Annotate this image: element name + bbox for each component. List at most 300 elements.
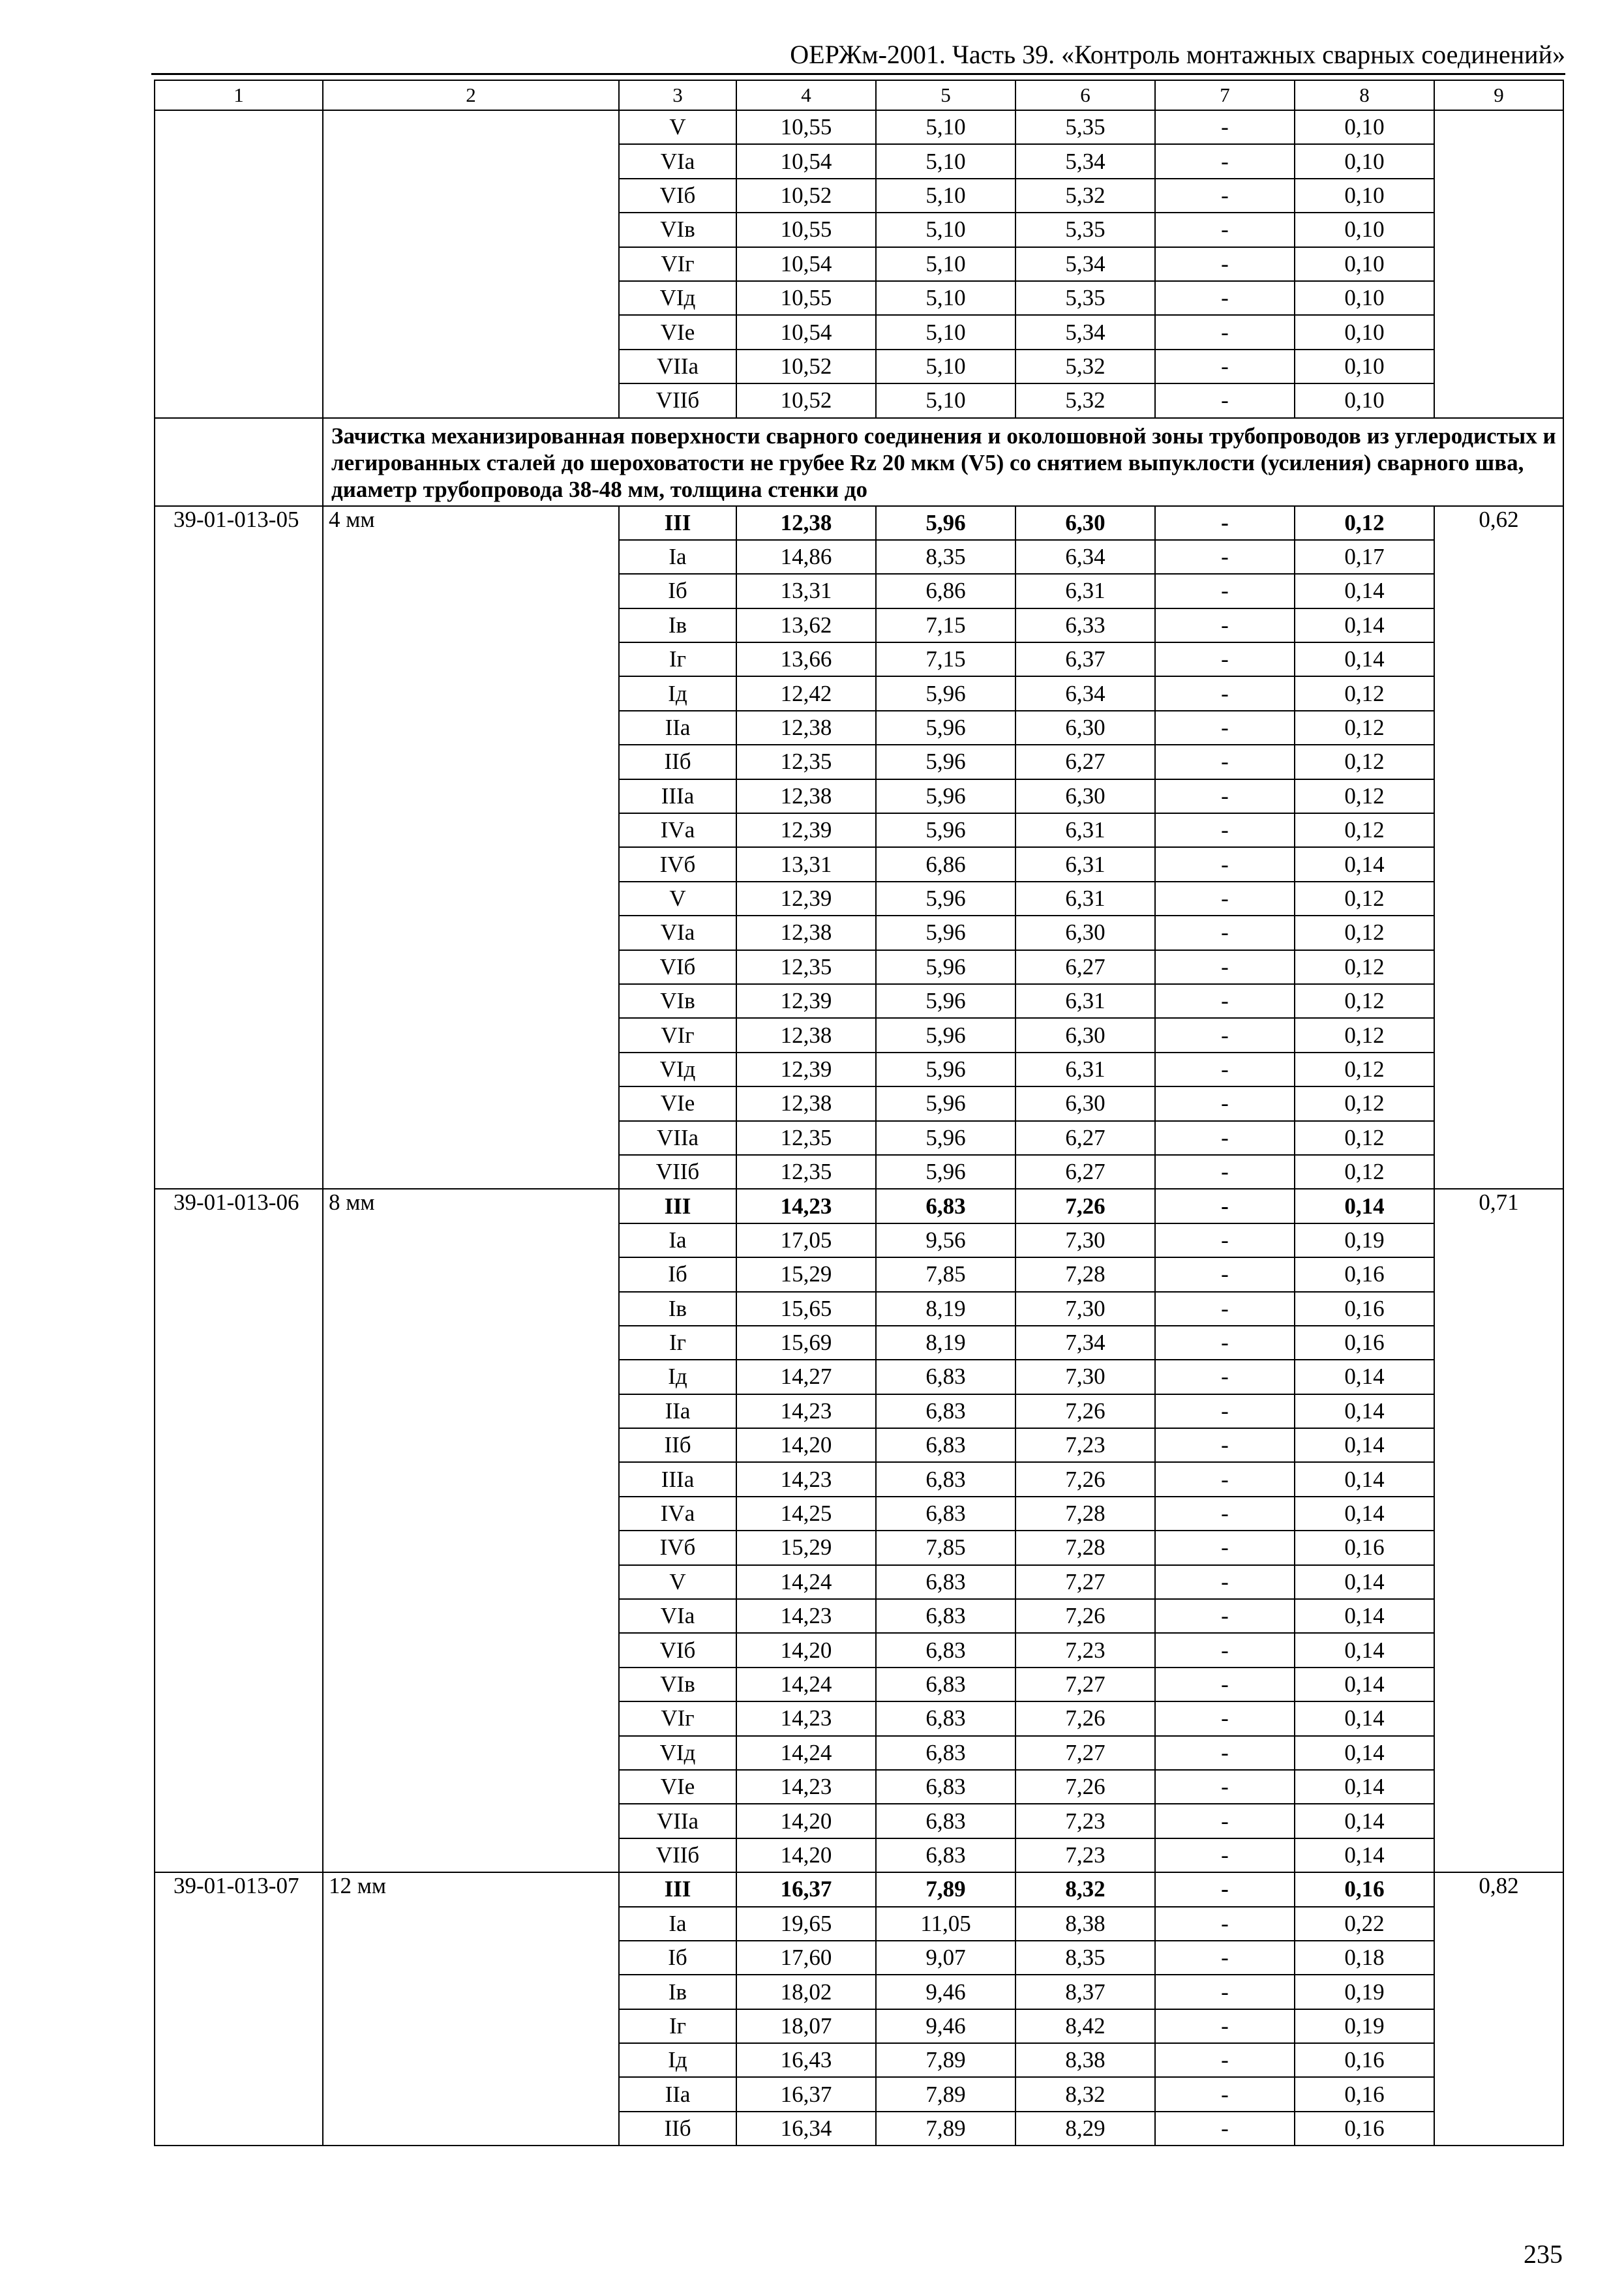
col-6-machines: 6,31: [1015, 574, 1155, 608]
col-7-driver-wages: -: [1155, 779, 1295, 813]
col-5-wages: 8,19: [876, 1292, 1015, 1326]
col-6-machines: 6,33: [1015, 608, 1155, 642]
col-8-materials: 0,16: [1295, 2043, 1434, 2077]
col-4-total: 12,38: [736, 506, 876, 540]
col-6-machines: 7,30: [1015, 1292, 1155, 1326]
col-4-total: 16,37: [736, 2077, 876, 2111]
col-4-total: 12,35: [736, 1121, 876, 1155]
col-4-total: 14,23: [736, 1462, 876, 1496]
col-8-materials: 0,16: [1295, 1292, 1434, 1326]
col-7-driver-wages: -: [1155, 1770, 1295, 1804]
col-4-total: 12,38: [736, 779, 876, 813]
col-7-driver-wages: -: [1155, 1462, 1295, 1496]
col-7-driver-wages: -: [1155, 1599, 1295, 1633]
col-4-total: 10,52: [736, 383, 876, 417]
col-7-driver-wages: -: [1155, 144, 1295, 178]
col-5-wages: 8,35: [876, 540, 1015, 574]
col-8-materials: 0,14: [1295, 1770, 1434, 1804]
col-8-materials: 0,12: [1295, 745, 1434, 779]
col-7-driver-wages: -: [1155, 1223, 1295, 1257]
wall-thickness: 4 мм: [323, 506, 619, 1189]
col-7-driver-wages: -: [1155, 882, 1295, 916]
col-3-resource-class: IIа: [619, 1394, 736, 1428]
col-3-resource-class: IVб: [619, 1531, 736, 1564]
col-3-resource-class: VIб: [619, 1633, 736, 1667]
col-8-materials: 0,10: [1295, 144, 1434, 178]
col-6-machines: 6,30: [1015, 779, 1155, 813]
col-5-wages: 7,89: [876, 2077, 1015, 2111]
col-3-resource-class: Iг: [619, 1326, 736, 1360]
rate-code: 39-01-013-07: [155, 1872, 323, 2146]
col-5-wages: 6,83: [876, 1360, 1015, 1394]
column-number: 2: [323, 80, 619, 110]
col-8-materials: 0,16: [1295, 1257, 1434, 1291]
col-6-machines: 5,32: [1015, 179, 1155, 213]
table-row: [155, 1872, 1563, 1906]
col-5-wages: 9,07: [876, 1941, 1015, 1975]
col-3-resource-class: VIб: [619, 179, 736, 213]
col-4-total: 10,52: [736, 179, 876, 213]
col-8-materials: 0,19: [1295, 1223, 1434, 1257]
col-4-total: 15,69: [736, 1326, 876, 1360]
col-7-driver-wages: -: [1155, 1326, 1295, 1360]
col-6-machines: 7,23: [1015, 1633, 1155, 1667]
col-4-total: 18,02: [736, 1975, 876, 2009]
col-8-materials: 0,12: [1295, 506, 1434, 540]
col-3-resource-class: Iв: [619, 1292, 736, 1326]
col-7-driver-wages: -: [1155, 1497, 1295, 1531]
col-3-resource-class: VIг: [619, 1701, 736, 1735]
col-3-resource-class: VIе: [619, 315, 736, 349]
col-3-resource-class: IIIа: [619, 779, 736, 813]
header-rule: [151, 73, 1565, 75]
col-5-wages: 5,96: [876, 950, 1015, 984]
col-6-machines: 7,26: [1015, 1770, 1155, 1804]
col-4-total: 10,55: [736, 281, 876, 315]
col-4-total: 14,24: [736, 1668, 876, 1701]
column-number: 1: [155, 80, 323, 110]
col-6-machines: 7,23: [1015, 1428, 1155, 1462]
col-3-resource-class: IIб: [619, 1428, 736, 1462]
col-3-resource-class: VIе: [619, 1086, 736, 1120]
col-8-materials: 0,10: [1295, 315, 1434, 349]
col-8-materials: 0,14: [1295, 1838, 1434, 1872]
col-5-wages: 6,83: [876, 1394, 1015, 1428]
col-5-wages: 6,83: [876, 1701, 1015, 1735]
col-8-materials: 0,10: [1295, 179, 1434, 213]
column-number: 8: [1295, 80, 1434, 110]
col-7-driver-wages: -: [1155, 1701, 1295, 1735]
col-7-driver-wages: -: [1155, 247, 1295, 281]
col-7-driver-wages: -: [1155, 574, 1295, 608]
col-3-resource-class: V: [619, 110, 736, 144]
col-3-resource-class: V: [619, 1565, 736, 1599]
labor-norm: 0,82: [1434, 1872, 1563, 2146]
col-5-wages: 5,10: [876, 350, 1015, 383]
col-6-machines: 8,35: [1015, 1941, 1155, 1975]
col-3-resource-class: IIб: [619, 2112, 736, 2146]
col-4-total: 12,38: [736, 711, 876, 745]
col-7-driver-wages: -: [1155, 281, 1295, 315]
col-3-resource-class: VIIа: [619, 1804, 736, 1838]
col-7-driver-wages: -: [1155, 1907, 1295, 1941]
col-5-wages: 6,83: [876, 1462, 1015, 1496]
column-number-row: [155, 80, 1563, 110]
col-6-machines: 8,32: [1015, 2077, 1155, 2111]
col-8-materials: 0,12: [1295, 916, 1434, 950]
col-7-driver-wages: -: [1155, 813, 1295, 847]
col-3-resource-class: IVа: [619, 813, 736, 847]
col-6-machines: 6,30: [1015, 1086, 1155, 1120]
col-3-resource-class: Iг: [619, 642, 736, 676]
col-8-materials: 0,12: [1295, 813, 1434, 847]
col-4-total: 12,42: [736, 676, 876, 710]
rate-code: 39-01-013-05: [155, 506, 323, 1189]
col-6-machines: 6,27: [1015, 1121, 1155, 1155]
col-3-resource-class: VIIа: [619, 1121, 736, 1155]
col-7-driver-wages: -: [1155, 1633, 1295, 1667]
col-5-wages: 5,96: [876, 1086, 1015, 1120]
col-5-wages: 5,96: [876, 1155, 1015, 1189]
col-3-resource-class: III: [619, 1872, 736, 1906]
col-5-wages: 7,15: [876, 608, 1015, 642]
col-8-materials: 0,12: [1295, 950, 1434, 984]
col-8-materials: 0,14: [1295, 1428, 1434, 1462]
col-8-materials: 0,14: [1295, 847, 1434, 881]
col-4-total: 14,23: [736, 1701, 876, 1735]
col-5-wages: 5,96: [876, 1121, 1015, 1155]
col-4-total: 14,20: [736, 1838, 876, 1872]
col-6-machines: 7,26: [1015, 1394, 1155, 1428]
col-5-wages: 5,96: [876, 779, 1015, 813]
col-4-total: 12,35: [736, 950, 876, 984]
col-3-resource-class: IVб: [619, 847, 736, 881]
col-4-total: 12,39: [736, 813, 876, 847]
col-3-resource-class: IIIа: [619, 1462, 736, 1496]
col-5-wages: 5,10: [876, 247, 1015, 281]
col-6-machines: 8,38: [1015, 2043, 1155, 2077]
col-4-total: 19,65: [736, 1907, 876, 1941]
col-8-materials: 0,10: [1295, 281, 1434, 315]
col-7-driver-wages: -: [1155, 1018, 1295, 1052]
col-8-materials: 0,14: [1295, 1497, 1434, 1531]
col-8-materials: 0,12: [1295, 779, 1434, 813]
table-body: [155, 80, 1563, 2146]
col-8-materials: 0,14: [1295, 1462, 1434, 1496]
col-4-total: 14,27: [736, 1360, 876, 1394]
col-6-machines: 6,31: [1015, 984, 1155, 1018]
col-6-machines: 7,26: [1015, 1599, 1155, 1633]
col-3-resource-class: VIIб: [619, 383, 736, 417]
col-5-wages: 5,10: [876, 281, 1015, 315]
col-3-resource-class: VIд: [619, 1053, 736, 1086]
col-5-wages: 5,96: [876, 506, 1015, 540]
col-5-wages: 6,83: [876, 1633, 1015, 1667]
col-6-machines: 6,27: [1015, 1155, 1155, 1189]
col-3-resource-class: Iд: [619, 1360, 736, 1394]
col-4-total: 10,55: [736, 110, 876, 144]
col-5-wages: 9,56: [876, 1223, 1015, 1257]
col-6-machines: 8,38: [1015, 1907, 1155, 1941]
col-3-resource-class: Iб: [619, 1941, 736, 1975]
col-8-materials: 0,14: [1295, 1394, 1434, 1428]
col-8-materials: 0,17: [1295, 540, 1434, 574]
col-3-resource-class: VIв: [619, 984, 736, 1018]
section-title-lead-cell: [155, 418, 323, 506]
col-3-resource-class: VIв: [619, 1668, 736, 1701]
col-7-driver-wages: -: [1155, 642, 1295, 676]
col-8-materials: 0,14: [1295, 1736, 1434, 1770]
col-4-total: 12,39: [736, 984, 876, 1018]
col-8-materials: 0,12: [1295, 1155, 1434, 1189]
col-5-wages: 6,83: [876, 1565, 1015, 1599]
col-7-driver-wages: -: [1155, 1394, 1295, 1428]
col-4-total: 10,54: [736, 315, 876, 349]
col-4-total: 10,55: [736, 213, 876, 247]
col-7-driver-wages: -: [1155, 1565, 1295, 1599]
col-4-total: 13,66: [736, 642, 876, 676]
col-6-machines: 6,37: [1015, 642, 1155, 676]
col-6-machines: 7,27: [1015, 1736, 1155, 1770]
rate-code: 39-01-013-06: [155, 1189, 323, 1872]
col-4-total: 12,38: [736, 1018, 876, 1052]
col-6-machines: 8,29: [1015, 2112, 1155, 2146]
col-3-resource-class: Iв: [619, 608, 736, 642]
col-5-wages: 6,86: [876, 847, 1015, 881]
col-8-materials: 0,10: [1295, 247, 1434, 281]
col-8-materials: 0,10: [1295, 350, 1434, 383]
col-7-driver-wages: -: [1155, 1428, 1295, 1462]
col-6-machines: 7,28: [1015, 1531, 1155, 1564]
col-6-machines: 7,30: [1015, 1223, 1155, 1257]
col-3-resource-class: VIб: [619, 950, 736, 984]
col-4-total: 12,38: [736, 1086, 876, 1120]
col-6-machines: 8,42: [1015, 2009, 1155, 2043]
col-5-wages: 5,96: [876, 1053, 1015, 1086]
col-4-total: 14,25: [736, 1497, 876, 1531]
col-7-driver-wages: -: [1155, 1668, 1295, 1701]
col-5-wages: 5,10: [876, 144, 1015, 178]
page-header-title: ОЕРЖм-2001. Часть 39. «Контроль монтажных сварных соединений»: [790, 40, 1565, 69]
col-4-total: 14,20: [736, 1804, 876, 1838]
col-4-total: 15,29: [736, 1257, 876, 1291]
col-4-total: 10,52: [736, 350, 876, 383]
col-5-wages: 5,10: [876, 110, 1015, 144]
col-8-materials: 0,14: [1295, 1599, 1434, 1633]
col-4-total: 13,31: [736, 574, 876, 608]
col-3-resource-class: Iа: [619, 540, 736, 574]
col-6-machines: 6,31: [1015, 882, 1155, 916]
col-6-machines: 8,37: [1015, 1975, 1155, 2009]
col-4-total: 12,38: [736, 916, 876, 950]
col-5-wages: 6,83: [876, 1804, 1015, 1838]
col-8-materials: 0,18: [1295, 1941, 1434, 1975]
col-7-driver-wages: -: [1155, 984, 1295, 1018]
table-row: [155, 110, 1563, 144]
col-8-materials: 0,19: [1295, 2009, 1434, 2043]
col-5-wages: 5,96: [876, 882, 1015, 916]
col-7-driver-wages: -: [1155, 1086, 1295, 1120]
col-7-driver-wages: -: [1155, 1155, 1295, 1189]
labor-norm: 0,62: [1434, 506, 1563, 1189]
col-6-machines: 5,35: [1015, 213, 1155, 247]
col-3-resource-class: VIг: [619, 1018, 736, 1052]
col-5-wages: 5,96: [876, 711, 1015, 745]
col-8-materials: 0,16: [1295, 1326, 1434, 1360]
col-5-wages: 7,89: [876, 2112, 1015, 2146]
col-7-driver-wages: -: [1155, 950, 1295, 984]
col-6-machines: 7,23: [1015, 1804, 1155, 1838]
column-number: 4: [736, 80, 876, 110]
col-6-machines: 7,26: [1015, 1189, 1155, 1223]
col-4-total: 13,62: [736, 608, 876, 642]
col-4-total: 12,39: [736, 882, 876, 916]
col-8-materials: 0,19: [1295, 1975, 1434, 2009]
col-4-total: 15,65: [736, 1292, 876, 1326]
col-6-machines: 7,34: [1015, 1326, 1155, 1360]
col-6-machines: 5,32: [1015, 383, 1155, 417]
col-6-machines: 5,35: [1015, 110, 1155, 144]
col-5-wages: 5,10: [876, 213, 1015, 247]
col-8-materials: 0,12: [1295, 676, 1434, 710]
col-7-driver-wages: -: [1155, 847, 1295, 881]
col-7-driver-wages: -: [1155, 540, 1295, 574]
col-7-driver-wages: -: [1155, 1121, 1295, 1155]
col-6-machines: 6,31: [1015, 847, 1155, 881]
col-6-machines: 5,34: [1015, 247, 1155, 281]
col-5-wages: 9,46: [876, 1975, 1015, 2009]
col-8-materials: 0,10: [1295, 213, 1434, 247]
col-7-driver-wages: -: [1155, 608, 1295, 642]
col-5-wages: 5,96: [876, 1018, 1015, 1052]
col-5-wages: 5,96: [876, 676, 1015, 710]
col-5-wages: 5,10: [876, 383, 1015, 417]
col-8-materials: 0,12: [1295, 984, 1434, 1018]
col-4-total: 12,39: [736, 1053, 876, 1086]
col-3-resource-class: VIв: [619, 213, 736, 247]
col-8-materials: 0,14: [1295, 1189, 1434, 1223]
col-6-machines: 6,34: [1015, 676, 1155, 710]
col-6-machines: 5,32: [1015, 350, 1155, 383]
col-7-driver-wages: -: [1155, 1941, 1295, 1975]
col-7-driver-wages: -: [1155, 1292, 1295, 1326]
col-8-materials: 0,12: [1295, 882, 1434, 916]
col-3-resource-class: VIг: [619, 247, 736, 281]
col-6-machines: 7,26: [1015, 1462, 1155, 1496]
col-7-driver-wages: -: [1155, 1360, 1295, 1394]
col-5-wages: 5,96: [876, 916, 1015, 950]
col-3-resource-class: VIа: [619, 1599, 736, 1633]
col-3-resource-class: Iа: [619, 1223, 736, 1257]
col-7-driver-wages: -: [1155, 1872, 1295, 1906]
col-7-driver-wages: -: [1155, 1736, 1295, 1770]
col-6-machines: 6,30: [1015, 711, 1155, 745]
col-7-driver-wages: -: [1155, 745, 1295, 779]
col-3-resource-class: IIб: [619, 745, 736, 779]
table-row: [155, 1189, 1563, 1223]
col-6-machines: 7,27: [1015, 1668, 1155, 1701]
col-4-total: 14,23: [736, 1599, 876, 1633]
col-8-materials: 0,22: [1295, 1907, 1434, 1941]
column-number: 5: [876, 80, 1015, 110]
column-number: 3: [619, 80, 736, 110]
col-3-resource-class: Iа: [619, 1907, 736, 1941]
col-4-total: 14,23: [736, 1189, 876, 1223]
col-3-resource-class: Iв: [619, 1975, 736, 2009]
col-6-machines: 6,30: [1015, 916, 1155, 950]
col-3-resource-class: VIа: [619, 144, 736, 178]
col-6-machines: 6,31: [1015, 813, 1155, 847]
col-4-total: 14,23: [736, 1770, 876, 1804]
col-7-driver-wages: -: [1155, 676, 1295, 710]
col-5-wages: 6,83: [876, 1736, 1015, 1770]
col-8-materials: 0,10: [1295, 110, 1434, 144]
col-6-machines: 5,34: [1015, 144, 1155, 178]
col-7-driver-wages: -: [1155, 383, 1295, 417]
col-4-total: 10,54: [736, 144, 876, 178]
col-7-driver-wages: -: [1155, 110, 1295, 144]
col-5-wages: 7,85: [876, 1531, 1015, 1564]
col-3-resource-class: III: [619, 506, 736, 540]
col-6-machines: 6,27: [1015, 745, 1155, 779]
col-8-materials: 0,14: [1295, 608, 1434, 642]
col-8-materials: 0,14: [1295, 1633, 1434, 1667]
col-4-total: 13,31: [736, 847, 876, 881]
col-3-resource-class: Iд: [619, 676, 736, 710]
col-8-materials: 0,14: [1295, 1668, 1434, 1701]
col-5-wages: 5,10: [876, 315, 1015, 349]
col-7-driver-wages: -: [1155, 1838, 1295, 1872]
col-3-resource-class: VIа: [619, 916, 736, 950]
col-7-driver-wages: -: [1155, 2009, 1295, 2043]
col-8-materials: 0,16: [1295, 1872, 1434, 1906]
col-8-materials: 0,12: [1295, 1121, 1434, 1155]
col-6-machines: 7,23: [1015, 1838, 1155, 1872]
code-cell-empty: [155, 110, 323, 418]
col-5-wages: 5,96: [876, 813, 1015, 847]
col-8-materials: 0,14: [1295, 1804, 1434, 1838]
col-7-driver-wages: -: [1155, 1189, 1295, 1223]
col-3-resource-class: IIа: [619, 2077, 736, 2111]
col-3-resource-class: IIа: [619, 711, 736, 745]
col-6-machines: 6,31: [1015, 1053, 1155, 1086]
col-5-wages: 8,19: [876, 1326, 1015, 1360]
col-4-total: 16,43: [736, 2043, 876, 2077]
col-7-driver-wages: -: [1155, 2043, 1295, 2077]
col-7-driver-wages: -: [1155, 350, 1295, 383]
col-7-driver-wages: -: [1155, 1975, 1295, 2009]
col-7-driver-wages: -: [1155, 1257, 1295, 1291]
col-5-wages: 7,89: [876, 2043, 1015, 2077]
col-3-resource-class: Iб: [619, 1257, 736, 1291]
col-4-total: 18,07: [736, 2009, 876, 2043]
col-5-wages: 5,96: [876, 984, 1015, 1018]
col-5-wages: 6,83: [876, 1770, 1015, 1804]
col-3-resource-class: VIIб: [619, 1838, 736, 1872]
col-6-machines: 7,26: [1015, 1701, 1155, 1735]
col-7-driver-wages: -: [1155, 1053, 1295, 1086]
col-3-resource-class: Iб: [619, 574, 736, 608]
page-number: 235: [1524, 2239, 1563, 2269]
col-8-materials: 0,14: [1295, 1360, 1434, 1394]
col-3-resource-class: Iд: [619, 2043, 736, 2077]
col-3-resource-class: III: [619, 1189, 736, 1223]
col-4-total: 16,37: [736, 1872, 876, 1906]
col-3-resource-class: IVа: [619, 1497, 736, 1531]
col-6-machines: 6,30: [1015, 1018, 1155, 1052]
col-6-machines: 8,32: [1015, 1872, 1155, 1906]
col-6-machines: 6,30: [1015, 506, 1155, 540]
